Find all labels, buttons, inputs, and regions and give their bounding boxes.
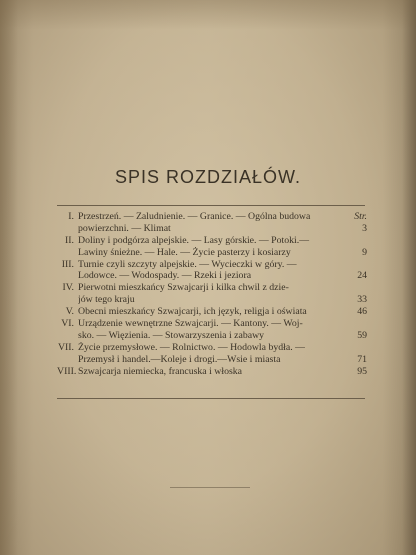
toc-entry-7[interactable] — [57, 342, 369, 366]
toc-entry-5[interactable] — [57, 306, 369, 318]
chapter-number: I. — [68, 211, 74, 222]
chapter-title-line: Lawiny śnieżne. — Hale. — Życie pasterzy i kosiarzy — [78, 246, 291, 258]
bottom-rule — [57, 398, 365, 399]
chapter-number: VII. — [57, 341, 74, 353]
toc-entry-2[interactable] — [57, 235, 369, 259]
chapter-title-line: Turnie czyli szczyty alpejskie. — Wycieczki w góry. — — [78, 258, 297, 270]
page-number: 46 — [357, 306, 367, 318]
chapter-title-line: Urządzenie wewnętrzne Szwajcarji. — Kantony. — Woj- — [78, 318, 303, 330]
chapter-number: II. — [65, 234, 74, 246]
page-number: 3 — [362, 222, 367, 234]
chapter-title-line: Doliny i podgórza alpejskie. — Lasy górskie. — Potoki.— — [78, 234, 310, 246]
chapter-title-line: Przemysł i handel.—Koleje i drogi.—Wsie i miasta — [78, 353, 281, 365]
decorative-rule — [170, 487, 250, 488]
page-edge-shadow-right — [402, 0, 416, 555]
toc-entry-6[interactable] — [57, 318, 369, 342]
chapter-number: VI. — [61, 318, 74, 330]
chapter-number: III. — [61, 258, 74, 270]
chapter-title-line: jów tego kraju — [78, 294, 135, 306]
page-number: 71 — [357, 353, 367, 365]
table-of-contents — [57, 211, 369, 377]
chapter-title-line: powierzchni. — Klimat — [78, 222, 171, 234]
chapter-title-line: Lodowce. — Wodospady. — Rzeki i jeziora — [78, 270, 252, 282]
chapter-title-line: Obecni mieszkańcy Szwajcarji, ich język, religja i oświata — [78, 306, 307, 318]
chapter-title-line: sko. — Więzienia. — Stowarzyszenia i zabawy — [78, 329, 265, 341]
chapter-title-line: Przestrzeń. — Zaludnienie. — Granice. — Ogólna budowa — [78, 211, 311, 222]
page-number: 95 — [357, 365, 367, 377]
toc-entry-1[interactable] — [57, 211, 369, 235]
toc-title: SPIS ROZDZIAŁÓW. — [114, 167, 302, 187]
chapter-title-line: Życie przemysłowe. — Rolnictwo. — Hodowla bydła. — — [78, 341, 305, 353]
top-rule — [57, 205, 365, 206]
toc-entry-3[interactable] — [57, 259, 369, 283]
page-number: 24 — [357, 270, 367, 282]
toc-entry-4[interactable] — [57, 282, 369, 306]
chapter-number: VIII. — [57, 365, 77, 377]
chapter-number: IV. — [62, 282, 74, 294]
page-edge-shadow-left — [0, 0, 18, 555]
page-edge-shadow-top — [0, 0, 416, 30]
page-number: 33 — [357, 294, 367, 306]
page-number: 59 — [357, 329, 367, 341]
page-number: 9 — [362, 246, 367, 258]
toc-entry-8[interactable] — [57, 366, 369, 378]
chapter-title-line: Szwajcarja niemiecka, francuska i włoska — [78, 365, 243, 377]
chapter-number: V. — [65, 306, 74, 318]
chapter-title-line: Pierwotni mieszkańcy Szwajcarji i kilka chwil z dzie- — [78, 282, 289, 294]
page-column-label: Str. — [354, 211, 367, 222]
